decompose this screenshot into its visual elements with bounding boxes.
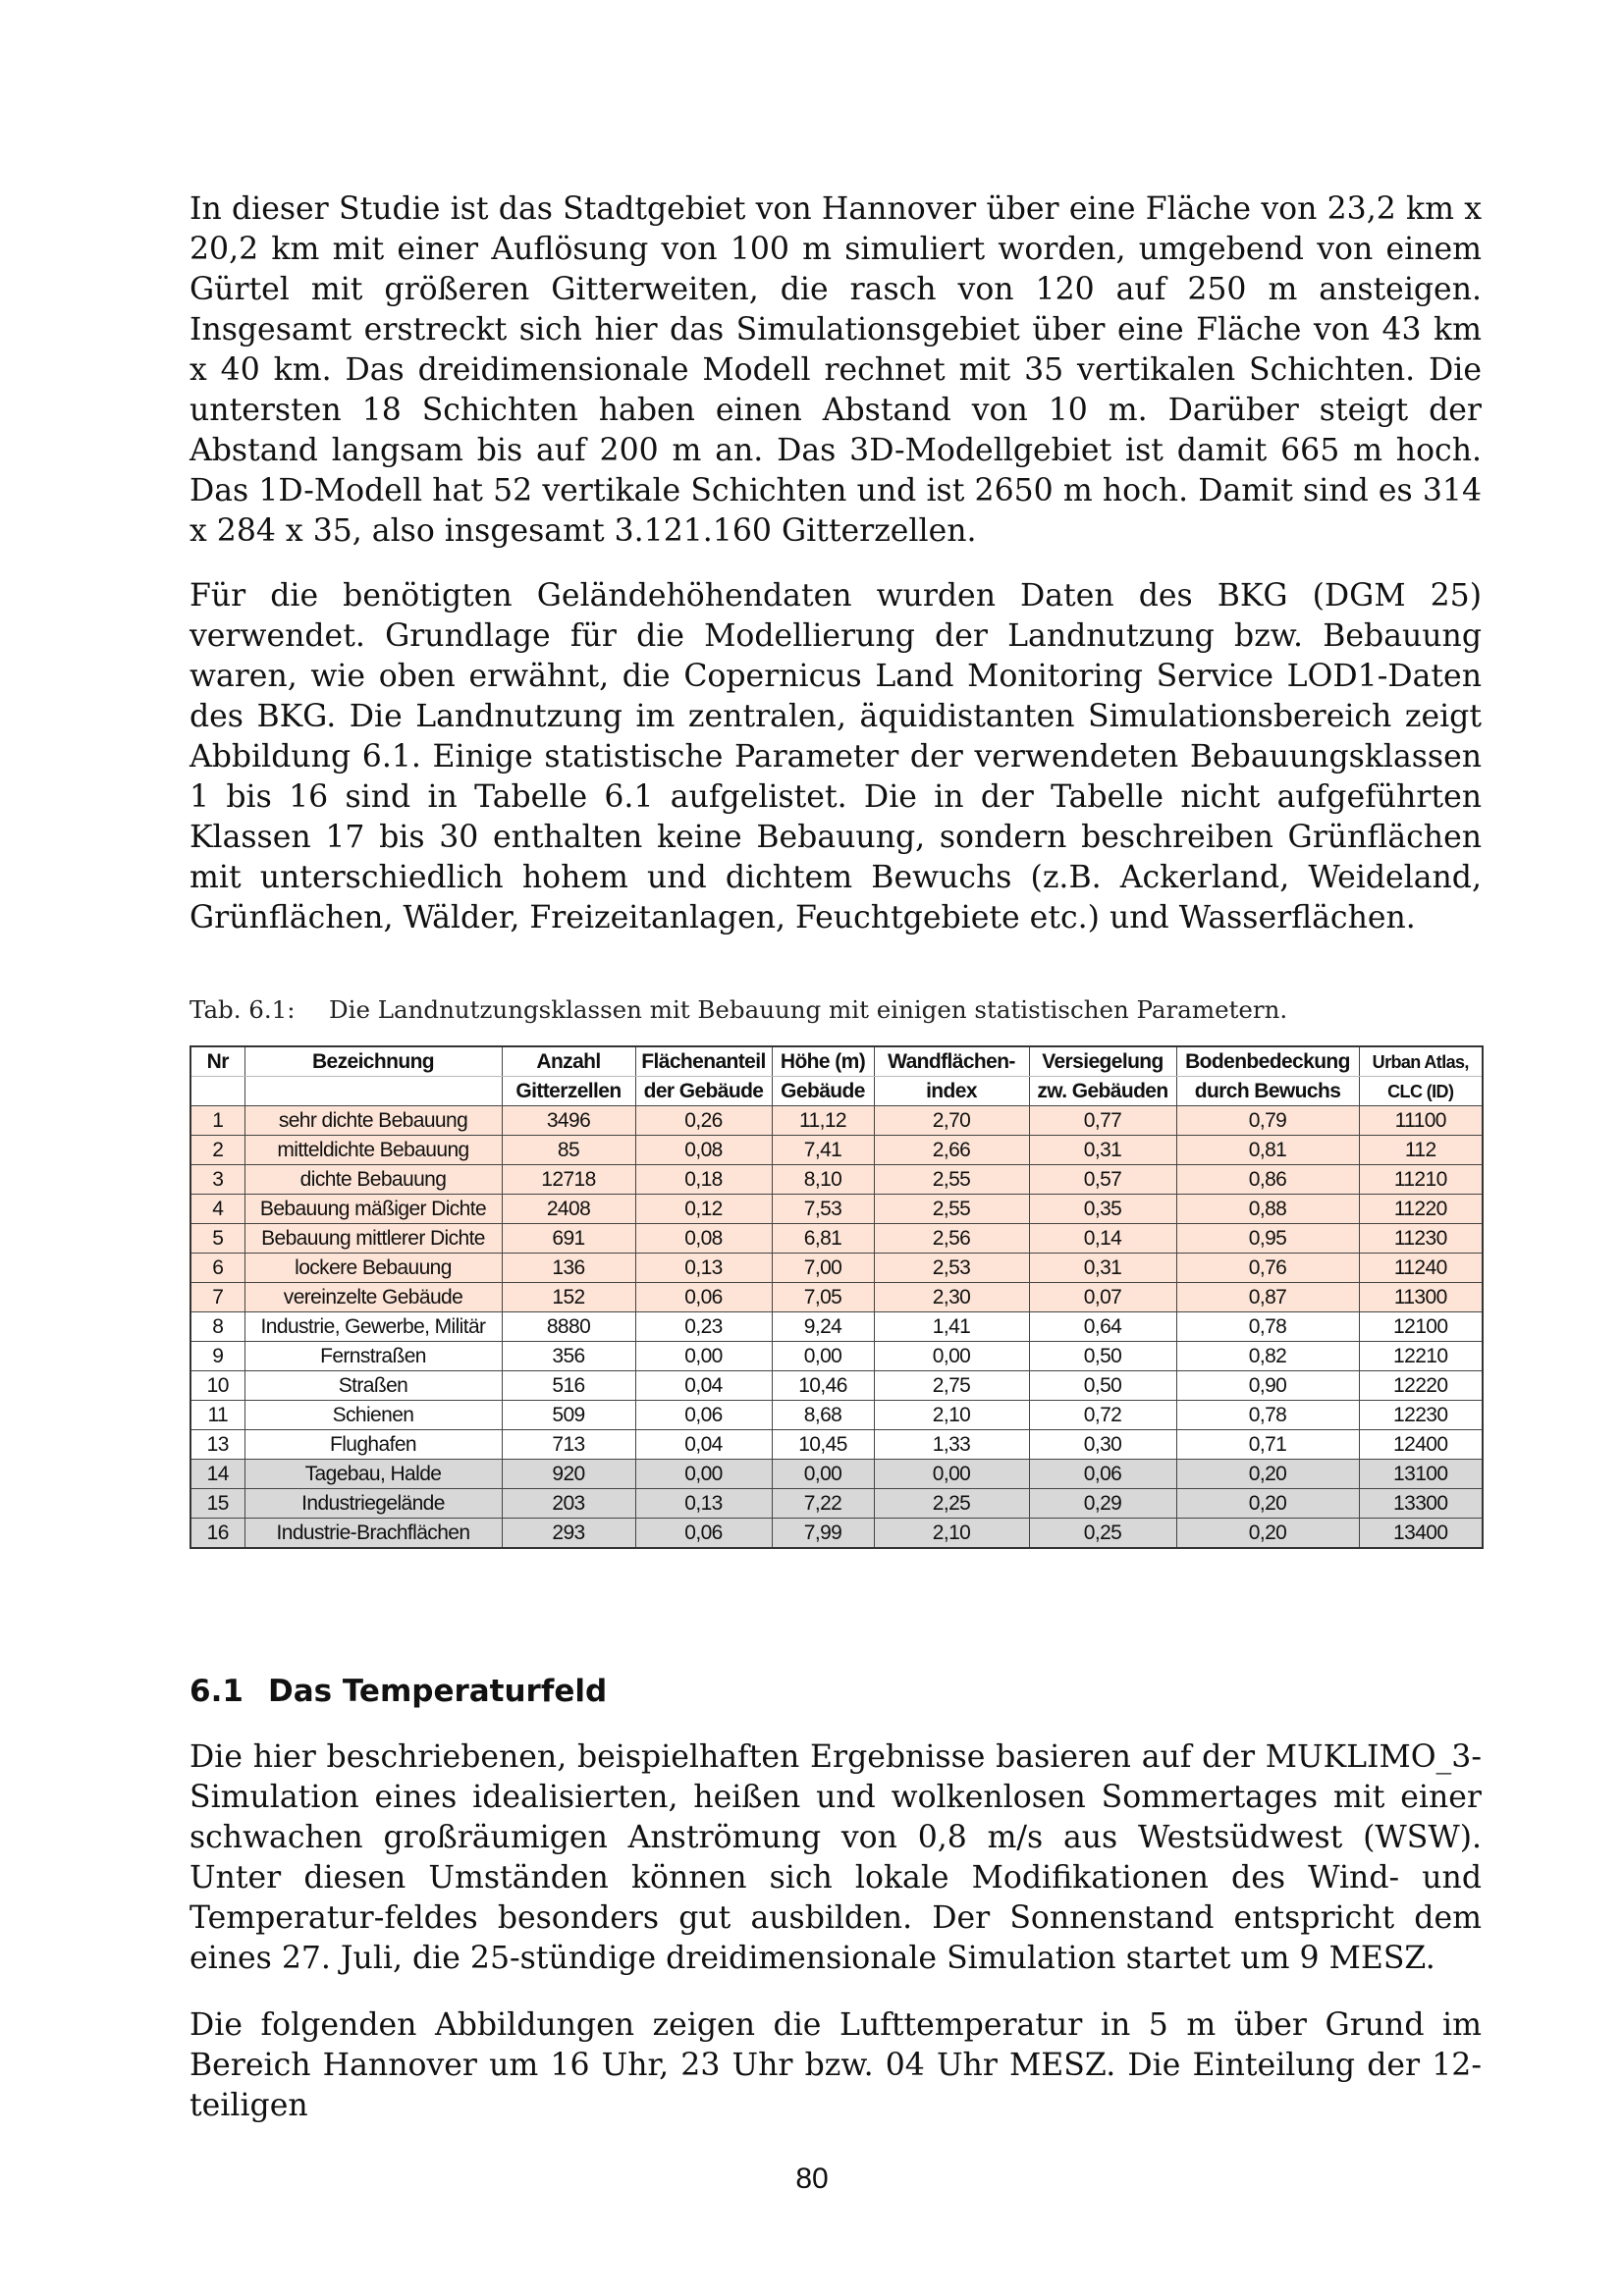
table-cell: 0,08 — [635, 1224, 772, 1254]
table-row — [190, 1312, 1483, 1342]
table-cell: 2,55 — [874, 1165, 1029, 1195]
table-cell: 0,06 — [635, 1519, 772, 1549]
table-cell: 0,18 — [635, 1165, 772, 1195]
table-cell: 0,57 — [1029, 1165, 1176, 1195]
table-body — [190, 1106, 1483, 1549]
table-cell: 0,86 — [1176, 1165, 1359, 1195]
table-row — [190, 1254, 1483, 1283]
table-cell: 0,90 — [1176, 1371, 1359, 1401]
table-row — [190, 1371, 1483, 1401]
table-cell: 2,55 — [874, 1195, 1029, 1224]
table-row — [190, 1224, 1483, 1254]
table-cell: 0,78 — [1176, 1401, 1359, 1430]
table-cell: 152 — [502, 1283, 635, 1312]
table-cell: 0,88 — [1176, 1195, 1359, 1224]
table-cell: mitteldichte Bebauung — [244, 1136, 502, 1165]
table-cell: Straßen — [244, 1371, 502, 1401]
table-cell: 7,22 — [772, 1489, 874, 1519]
table-cell: 7 — [190, 1283, 244, 1312]
table-cell: 7,00 — [772, 1254, 874, 1283]
paragraph-figures-intro: Die folgenden Abbildungen zeigen die Lufttemperatur in 5 m über Grund im Bereich Hannover um 16 Uhr, 23 Uhr bzw. 04 Uhr MESZ. Die Einteilung der 12-teiligen — [189, 2007, 1482, 2123]
table-cell: 0,08 — [635, 1136, 772, 1165]
table-cell: 0,31 — [1029, 1136, 1176, 1165]
table-cell: 0,87 — [1176, 1283, 1359, 1312]
header-flaechenanteil-sub: der Gebäude — [635, 1077, 772, 1106]
table-row — [190, 1519, 1483, 1549]
table-cell: dichte Bebauung — [244, 1165, 502, 1195]
table-cell: 0,77 — [1029, 1106, 1176, 1136]
table-cell: 0,07 — [1029, 1283, 1176, 1312]
table-cell: 0,00 — [874, 1342, 1029, 1371]
table-cell: 11230 — [1359, 1224, 1483, 1254]
table-row — [190, 1430, 1483, 1460]
table-cell: 2,25 — [874, 1489, 1029, 1519]
table-cell: 516 — [502, 1371, 635, 1401]
landuse-classes-table — [189, 1045, 1484, 1549]
table-cell: 0,00 — [772, 1342, 874, 1371]
table-cell: 12220 — [1359, 1371, 1483, 1401]
table-cell: 0,78 — [1176, 1312, 1359, 1342]
table-cell: 5 — [190, 1224, 244, 1254]
table-cell: 0,13 — [635, 1254, 772, 1283]
table-cell: 0,64 — [1029, 1312, 1176, 1342]
table-cell: 0,50 — [1029, 1371, 1176, 1401]
table-cell: 509 — [502, 1401, 635, 1430]
table-cell: 0,25 — [1029, 1519, 1176, 1549]
table-row — [190, 1489, 1483, 1519]
table-cell: vereinzelte Gebäude — [244, 1283, 502, 1312]
table-cell: 0,30 — [1029, 1430, 1176, 1460]
table-cell: 13300 — [1359, 1489, 1483, 1519]
table-cell: 10,46 — [772, 1371, 874, 1401]
table-cell: 0,06 — [1029, 1460, 1176, 1489]
table-cell: 0,79 — [1176, 1106, 1359, 1136]
table-cell: 2,70 — [874, 1106, 1029, 1136]
table-cell: 2,10 — [874, 1401, 1029, 1430]
table-cell: 0,82 — [1176, 1342, 1359, 1371]
header-flaechenanteil: Flächenanteil — [635, 1046, 772, 1077]
table-row — [190, 1136, 1483, 1165]
table-cell: 7,99 — [772, 1519, 874, 1549]
table-cell: 356 — [502, 1342, 635, 1371]
table-cell: 2,30 — [874, 1283, 1029, 1312]
table-cell: 13100 — [1359, 1460, 1483, 1489]
table-row — [190, 1165, 1483, 1195]
table-cell: 1,33 — [874, 1430, 1029, 1460]
table-cell: 0,00 — [874, 1460, 1029, 1489]
table-cell: Schienen — [244, 1401, 502, 1430]
table-cell: 10,45 — [772, 1430, 874, 1460]
table-cell: Flughafen — [244, 1430, 502, 1460]
header-bezeichnung: Bezeichnung — [244, 1046, 502, 1077]
table-cell: 11100 — [1359, 1106, 1483, 1136]
table-cell: 8 — [190, 1312, 244, 1342]
table-cell: 11300 — [1359, 1283, 1483, 1312]
table-cell: 0,06 — [635, 1283, 772, 1312]
table-cell: 1,41 — [874, 1312, 1029, 1342]
header-wandflaechen-sub: index — [874, 1077, 1029, 1106]
table-cell: 0,00 — [772, 1460, 874, 1489]
table-cell: 0,81 — [1176, 1136, 1359, 1165]
table-cell: 0,00 — [635, 1460, 772, 1489]
page-number: 80 — [795, 2163, 829, 2195]
table-cell: 0,20 — [1176, 1460, 1359, 1489]
header-nr-sub — [190, 1077, 244, 1106]
table-cell: 0,20 — [1176, 1489, 1359, 1519]
table-row — [190, 1283, 1483, 1312]
section-heading — [189, 1672, 607, 1711]
table-cell: 0,00 — [635, 1342, 772, 1371]
table-cell: 2,56 — [874, 1224, 1029, 1254]
table-cell: 0,71 — [1176, 1430, 1359, 1460]
table-cell: 691 — [502, 1224, 635, 1254]
table-cell: Industrie, Gewerbe, Militär — [244, 1312, 502, 1342]
table-cell: 4 — [190, 1195, 244, 1224]
table-cell: lockere Bebauung — [244, 1254, 502, 1283]
table-cell: 0,26 — [635, 1106, 772, 1136]
table-cell: 12230 — [1359, 1401, 1483, 1430]
table-cell: Fernstraßen — [244, 1342, 502, 1371]
table-cell: 85 — [502, 1136, 635, 1165]
table-cell: 203 — [502, 1489, 635, 1519]
table-cell: 293 — [502, 1519, 635, 1549]
table-caption-label: Tab. 6.1: — [189, 995, 296, 1024]
header-anzahl-sub: Gitterzellen — [502, 1077, 635, 1106]
table-cell: 0,35 — [1029, 1195, 1176, 1224]
header-hoehe: Höhe (m) — [772, 1046, 874, 1077]
header-urban-atlas: Urban Atlas, — [1359, 1046, 1483, 1077]
table-row — [190, 1342, 1483, 1371]
table-cell: 12718 — [502, 1165, 635, 1195]
table-cell: Tagebau, Halde — [244, 1460, 502, 1489]
table-cell: 6,81 — [772, 1224, 874, 1254]
table-cell: 0,06 — [635, 1401, 772, 1430]
table-cell: 0,14 — [1029, 1224, 1176, 1254]
table-cell: 3 — [190, 1165, 244, 1195]
header-wandflaechen: Wandflächen- — [874, 1046, 1029, 1077]
table-cell: 0,72 — [1029, 1401, 1176, 1430]
table-cell: 2,53 — [874, 1254, 1029, 1283]
header-bezeichnung-sub — [244, 1077, 502, 1106]
table-header-row-2 — [190, 1077, 1483, 1106]
header-urban-atlas-sub: CLC (ID) — [1359, 1077, 1483, 1106]
table-cell: 10 — [190, 1371, 244, 1401]
table-cell: 920 — [502, 1460, 635, 1489]
table-cell: 2408 — [502, 1195, 635, 1224]
table-cell: sehr dichte Bebauung — [244, 1106, 502, 1136]
table-cell: 11,12 — [772, 1106, 874, 1136]
table-cell: 136 — [502, 1254, 635, 1283]
table-cell: 8880 — [502, 1312, 635, 1342]
table-cell: 9 — [190, 1342, 244, 1371]
table-cell: 15 — [190, 1489, 244, 1519]
table-cell: 11 — [190, 1401, 244, 1430]
table-cell: 8,68 — [772, 1401, 874, 1430]
table-cell: 9,24 — [772, 1312, 874, 1342]
table-cell: 0,50 — [1029, 1342, 1176, 1371]
table-cell: 7,53 — [772, 1195, 874, 1224]
section-number: 6.1 — [189, 1674, 244, 1709]
table-cell: 0,95 — [1176, 1224, 1359, 1254]
table-cell: 0,76 — [1176, 1254, 1359, 1283]
header-bodenbedeckung-sub: durch Bewuchs — [1176, 1077, 1359, 1106]
table-cell: 0,04 — [635, 1430, 772, 1460]
table-cell: 7,05 — [772, 1283, 874, 1312]
table-cell: 11210 — [1359, 1165, 1483, 1195]
table-cell: 7,41 — [772, 1136, 874, 1165]
paragraph-input-data: Für die benötigten Geländehöhendaten wurden Daten des BKG (DGM 25) verwendet. Grundlage für die Modellierung der Landnutzung bzw. Bebauung waren, wie oben erwähnt, die Copernicus Land Monitoring Service LOD1-Daten des BKG. Die Landnutzung im zentralen, äquidistanten Simulationsbereich zeigt Abbildung 6.1. Einige statistische Parameter der verwendeten Bebauungsklassen 1 bis 16 sind in Tabelle 6.1 aufgelistet. Die in der Tabelle nicht aufgeführten Klassen 17 bis 30 enthalten keine Bebauung, sondern beschreiben Grünflächen mit unterschiedlich hohem und dichtem Bewuchs (z.B. Ackerland, Weideland, Grünflächen, Wälder, Freizeitanlagen, Feuchtgebiete etc.) und Wasserflächen. — [189, 578, 1482, 935]
table-row — [190, 1401, 1483, 1430]
table-cell: 112 — [1359, 1136, 1483, 1165]
table-cell: 14 — [190, 1460, 244, 1489]
header-anzahl: Anzahl — [502, 1046, 635, 1077]
table-row — [190, 1195, 1483, 1224]
table-cell: 12100 — [1359, 1312, 1483, 1342]
table-cell: 0,04 — [635, 1371, 772, 1401]
table-cell: 0,20 — [1176, 1519, 1359, 1549]
paragraph-grid-description: In dieser Studie ist das Stadtgebiet von Hannover über eine Fläche von 23,2 km x 20,2 km mit einer Auflösung von 100 m simuliert worden, umgebend von einem Gürtel mit größeren Gitterweiten, die rasch von 120 auf 250 m ansteigen. Insgesamt erstreckt sich hier das Simulationsgebiet über eine Fläche von 43 km x 40 km. Das dreidimensionale Modell rechnet mit 35 vertikalen Schichten. Die untersten 18 Schichten haben einen Abstand von 10 m. Darüber steigt der Abstand langsam bis auf 200 m an. Das 3D-Modellgebiet ist damit 665 m hoch. Das 1D-Modell hat 52 vertikale Schichten und ist 2650 m hoch. Damit sind es 314 x 284 x 35, also insgesamt 3.121.160 Gitterzellen. — [189, 191, 1482, 549]
table-cell: 16 — [190, 1519, 244, 1549]
table-caption-text: Die Landnutzungsklassen mit Bebauung mit einigen statistischen Parametern. — [329, 995, 1288, 1024]
table-cell: 12400 — [1359, 1430, 1483, 1460]
table-cell: 713 — [502, 1430, 635, 1460]
table-cell: 13 — [190, 1430, 244, 1460]
header-versiegelung-sub: zw. Gebäuden — [1029, 1077, 1176, 1106]
table-row — [190, 1106, 1483, 1136]
table-cell: 13400 — [1359, 1519, 1483, 1549]
header-bodenbedeckung: Bodenbedeckung — [1176, 1046, 1359, 1077]
header-versiegelung: Versiegelung — [1029, 1046, 1176, 1077]
table-cell: 2,10 — [874, 1519, 1029, 1549]
table-row — [190, 1460, 1483, 1489]
table-cell: 6 — [190, 1254, 244, 1283]
table-cell: Industrie-Brachflächen — [244, 1519, 502, 1549]
table-cell: Bebauung mäßiger Dichte — [244, 1195, 502, 1224]
header-nr: Nr — [190, 1046, 244, 1077]
header-hoehe-sub: Gebäude — [772, 1077, 874, 1106]
table-cell: 12210 — [1359, 1342, 1483, 1371]
table-cell: 0,23 — [635, 1312, 772, 1342]
table-cell: 1 — [190, 1106, 244, 1136]
table-cell: 0,12 — [635, 1195, 772, 1224]
table-cell: 2,66 — [874, 1136, 1029, 1165]
table-cell: 3496 — [502, 1106, 635, 1136]
table-cell: 2 — [190, 1136, 244, 1165]
section-title: Das Temperaturfeld — [268, 1674, 608, 1709]
table-cell: 11240 — [1359, 1254, 1483, 1283]
table-header-row-1 — [190, 1046, 1483, 1077]
table-cell: 8,10 — [772, 1165, 874, 1195]
table-cell: 0,29 — [1029, 1489, 1176, 1519]
table-cell: 11220 — [1359, 1195, 1483, 1224]
table-cell: Industriegelände — [244, 1489, 502, 1519]
table-cell: Bebauung mittlerer Dichte — [244, 1224, 502, 1254]
paragraph-simulation-results: Die hier beschriebenen, beispielhaften Ergebnisse basieren auf der MUKLIMO_3-Simulation eines idealisierten, heißen und wolkenlosen Sommertages mit einer schwachen großräumigen Anströmung von 0,8 m/s aus Westsüdwest (WSW). Unter diesen Umständen können sich lokale Modifikationen des Wind- und Temperatur-feldes besonders gut ausbilden. Der Sonnenstand entspricht dem eines 27. Juli, die 25-stündige dreidimensionale Simulation startet um 9 MESZ. — [189, 1739, 1482, 1976]
table-cell: 0,31 — [1029, 1254, 1176, 1283]
table-cell: 0,13 — [635, 1489, 772, 1519]
table-caption — [189, 994, 1482, 1026]
table-cell: 2,75 — [874, 1371, 1029, 1401]
